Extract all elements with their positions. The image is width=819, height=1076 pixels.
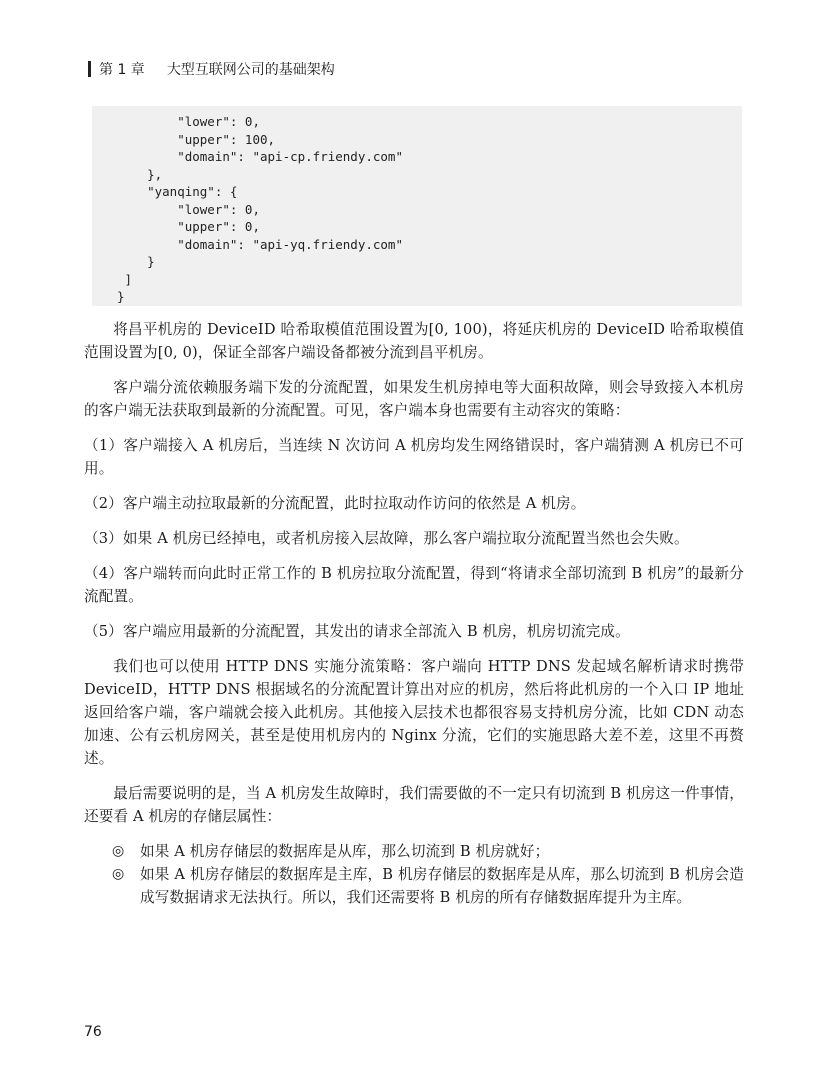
code-line: } bbox=[117, 254, 155, 269]
code-block bbox=[92, 106, 742, 306]
code-line: "domain": "api-yq.friendy.com" bbox=[117, 236, 403, 252]
step-item: （1）客户端接入 A 机房后，当连续 N 次访问 A 机房均发生网络错误时，客户端猜测 A 机房已不可用。 bbox=[84, 437, 744, 477]
code-line: "upper": 100, bbox=[117, 131, 276, 147]
running-header bbox=[88, 58, 335, 80]
header-bar bbox=[88, 61, 91, 77]
code-line: }, bbox=[117, 166, 163, 182]
step-item: （3）如果 A 机房已经掉电，或者机房接入层故障，那么客户端拉取分流配置当然也会失败。 bbox=[84, 530, 689, 547]
body-content bbox=[84, 318, 744, 909]
step-item: （5）客户端应用最新的分流配置，其发出的请求全部流入 B 机房，机房切流完成。 bbox=[84, 623, 630, 640]
bullet-text: 如果 A 机房存储层的数据库是主库，B 机房存储层的数据库是从库，那么切流到 B 机房会造成写数据请求无法执行。所以，我们还需要将 B 机房的所有存储数据库提升为主库。 bbox=[140, 866, 744, 906]
paragraph-routing-config: 将昌平机房的 DeviceID 哈希取模值范围设置为[0, 100)，将延庆机房的 DeviceID 哈希取模值范围设置为[0, 0)，保证全部客户端设备都被分流到昌平机房。 bbox=[84, 321, 744, 361]
code-line: "lower": 0, bbox=[117, 201, 260, 217]
bullet-item bbox=[84, 840, 744, 863]
bullet-mark-icon: ◎ bbox=[112, 843, 125, 859]
code-line: "lower": 0, bbox=[117, 114, 260, 129]
chapter-title: 大型互联网公司的基础架构 bbox=[166, 62, 335, 78]
paragraph-client-failover: 客户端分流依赖服务端下发的分流配置，如果发生机房掉电等大面积故障，则会导致接入本机房的客户端无法获取到最新的分流配置。可见，客户端本身也需要有主动容灾的策略： bbox=[84, 379, 744, 419]
paragraph-http-dns: 我们也可以使用 HTTP DNS 实施分流策略：客户端向 HTTP DNS 发起域名解析请求时携带 DeviceID，HTTP DNS 根据域名的分流配置计算出对应的机房，然后将此机房的一个入口 IP 地址返回给客户端，客户端就会接入此机房。其他接入层技术也都很容易支持机房分流，比如 CDN 动态加速、公有云机房网关，甚至是使用机房内的 Nginx 分流，它们的实施思路大差不差，这里不再赘述。 bbox=[84, 658, 744, 767]
bullet-item bbox=[84, 863, 744, 909]
code-line: "yanqing": { bbox=[117, 184, 238, 199]
bullet-mark-icon: ◎ bbox=[112, 866, 125, 882]
paragraph-storage: 最后需要说明的是，当 A 机房发生故障时，我们需要做的不一定只有切流到 B 机房这一件事情，还要看 A 机房的存储层属性： bbox=[84, 785, 744, 825]
chapter-number: 第 1 章 bbox=[99, 62, 145, 78]
step-item: （2）客户端主动拉取最新的分流配置，此时拉取动作访问的依然是 A 机房。 bbox=[84, 495, 586, 512]
page-number: 76 bbox=[84, 1024, 102, 1040]
code-line: } bbox=[117, 289, 125, 304]
bullet-list bbox=[84, 840, 744, 909]
code-line: ] bbox=[117, 271, 133, 287]
bullet-text: 如果 A 机房存储层的数据库是从库，那么切流到 B 机房就好； bbox=[140, 843, 550, 860]
code-line: "domain": "api-cp.friendy.com" bbox=[117, 149, 403, 164]
step-item: （4）客户端转而向此时正常工作的 B 机房拉取分流配置，得到“将请求全部切流到 B 机房”的最新分流配置。 bbox=[84, 565, 744, 605]
code-line: "upper": 0, bbox=[117, 219, 260, 234]
